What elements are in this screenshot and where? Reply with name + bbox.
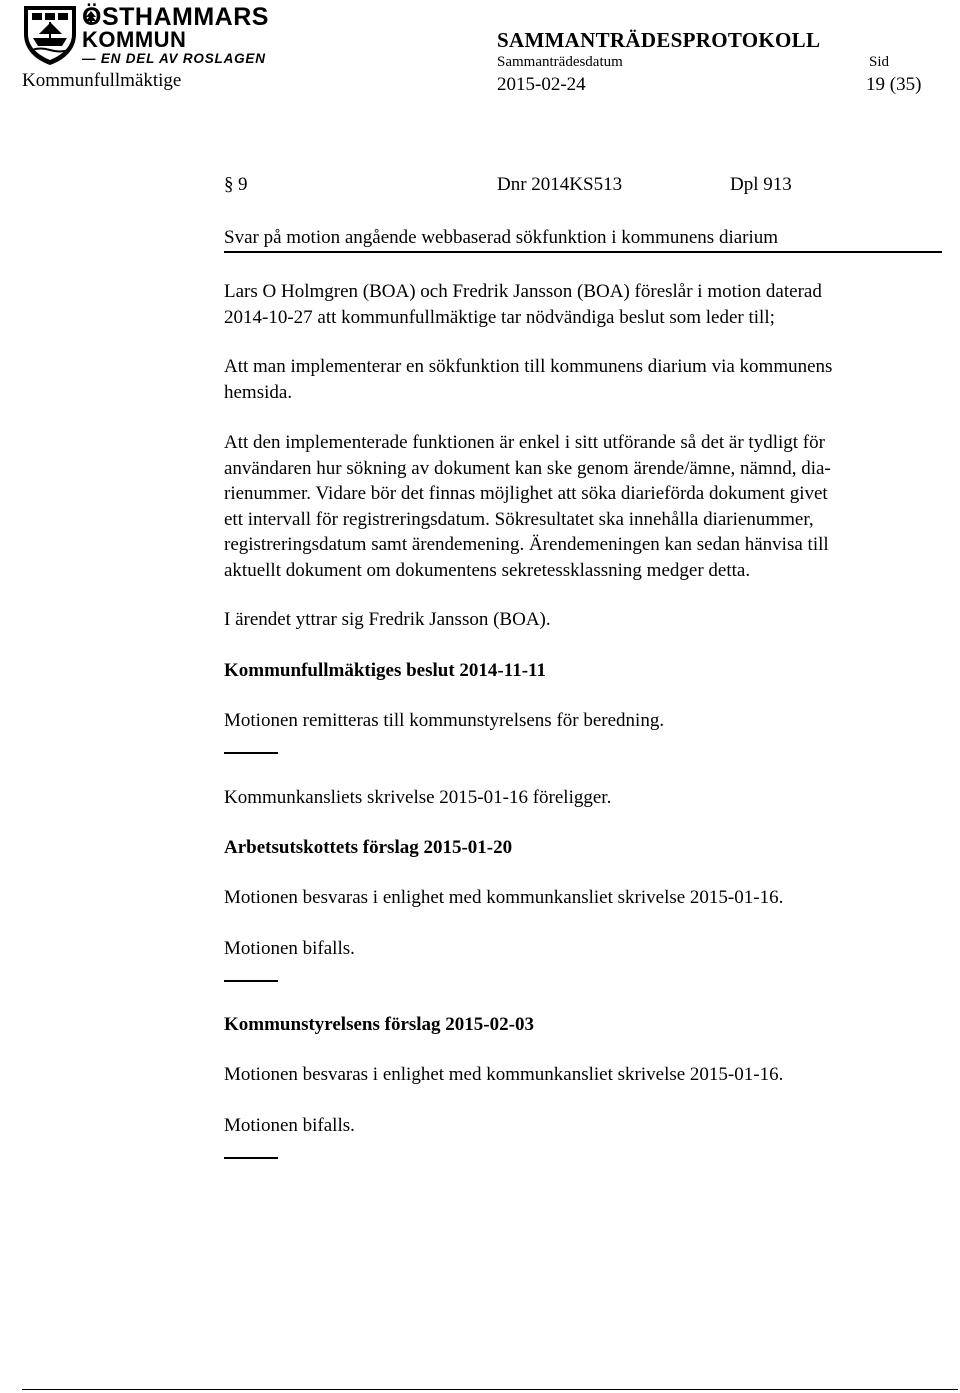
text-line: rienummer. Vidare bör det finnas möjlighet att söka diarieförda dokument givet — [224, 483, 828, 504]
working-committee-proposal: Motionen besvaras i enlighet med kommunkansliet skrivelse 2015-01-16. — [224, 887, 784, 908]
logo-wordmark-line2: KOMMUN — [82, 27, 187, 52]
page-label: Sid — [869, 54, 890, 70]
date-label: Sammanträdesdatum — [497, 54, 623, 70]
council-decision-text: Motionen remitteras till kommunstyrelsens för beredning. — [224, 710, 665, 731]
logo-tagline: — EN DEL AV ROSLAGEN — [82, 51, 266, 66]
dpl-number: Dpl 913 — [730, 174, 792, 195]
text-line: 2014-10-27 att kommunfullmäktige tar nödvändiga beslut som leder till; — [224, 306, 775, 328]
coat-of-arms-icon — [22, 4, 78, 66]
text-line: aktuellt dokument om dokumentens sekretessklassning medger detta. — [224, 559, 751, 581]
page-number: 19 (35) — [866, 74, 922, 95]
separator-line — [224, 752, 278, 754]
separator-line — [224, 980, 278, 982]
section-sign: § — [224, 174, 234, 195]
council-decision-heading: Kommunfullmäktiges beslut 2014-11-11 — [224, 660, 546, 681]
text-line: Lars O Holmgren (BOA) och Fredrik Jansson (BOA) föreslår i motion daterad — [224, 281, 822, 302]
motion-point-2 — [224, 430, 934, 583]
meeting-date: 2015-02-24 — [497, 74, 586, 95]
section-subject: Svar på motion angående webbaserad sökfunktion i kommunens diarium — [224, 227, 779, 248]
executive-board-heading: Kommunstyrelsens förslag 2015-02-03 — [224, 1014, 534, 1035]
text-line: hemsida. — [224, 381, 293, 403]
logo-wordmark-line1: ÖSTHAMMARS — [82, 3, 269, 31]
footer-rule — [22, 1389, 958, 1390]
section-number: 9 — [238, 174, 248, 195]
statement-paragraph: I ärendet yttrar sig Fredrik Jansson (BOA). — [224, 609, 551, 630]
subject-underline — [224, 251, 942, 253]
separator-line — [224, 1157, 278, 1159]
working-committee-approval: Motionen bifalls. — [224, 938, 355, 959]
body-name: Kommunfullmäktige — [22, 70, 182, 91]
text-line: registreringsdatum samt ärendemening. Ärendemeningen kan sedan hänvisa till — [224, 534, 829, 555]
working-committee-heading: Arbetsutskottets förslag 2015-01-20 — [224, 837, 513, 858]
motion-point-1 — [224, 354, 934, 405]
executive-board-proposal: Motionen besvaras i enlighet med kommunkansliet skrivelse 2015-01-16. — [224, 1064, 784, 1085]
executive-board-approval: Motionen bifalls. — [224, 1115, 355, 1136]
text-line: Att man implementerar en sökfunktion till kommunens diarium via kommunens — [224, 356, 833, 377]
text-line: ett intervall för registreringsdatum. Sökresultatet ska innehålla diarienummer, — [224, 508, 814, 530]
motion-intro-paragraph — [224, 279, 934, 330]
diary-number: Dnr 2014KS513 — [497, 174, 623, 195]
text-line: användaren hur sökning av dokument kan ske genom ärende/ämne, nämnd, dia- — [224, 457, 831, 479]
document-title: SAMMANTRÄDESPROTOKOLL — [497, 28, 821, 52]
office-letter-paragraph: Kommunkansliets skrivelse 2015-01-16 föreligger. — [224, 787, 612, 808]
text-line: Att den implementerade funktionen är enkel i sitt utförande så det är tydligt för — [224, 432, 825, 453]
